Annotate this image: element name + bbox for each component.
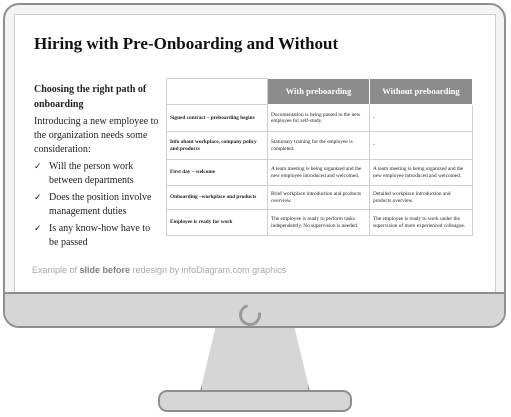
subheading: Choosing the right path of onboarding xyxy=(34,84,147,110)
row-label: Info about workplace, company policy and products xyxy=(167,132,268,160)
table-cell: A team meeting is being organized and the new employee introduced and welcomed. xyxy=(370,160,473,186)
bullet-item: ✓ Does the position involve management duties xyxy=(34,192,152,217)
table-cell: Detailed workplace introduction and products overview. xyxy=(370,186,473,210)
bullet-item: ✓ Is any know-how have to be passed xyxy=(34,223,151,248)
table-row xyxy=(167,160,473,186)
table-row xyxy=(167,186,473,210)
intro-text: Introducing a new employee to the organization needs some consideration: xyxy=(34,116,159,155)
table-cell: A team meeting is being organized and the new employee introduced and welcomed. xyxy=(268,160,370,186)
table-cell: - xyxy=(370,105,473,132)
table-cell: Documentation is being passed to the new employee for self-study. xyxy=(268,105,370,132)
slide-caption: Example of slide before redesign by infoDiagram.com graphics xyxy=(32,265,287,275)
header-with-preboarding: With preboarding xyxy=(268,79,370,105)
table-row xyxy=(167,105,473,132)
slide-title: Hiring with Pre-Onboarding and Without xyxy=(34,34,339,53)
table-header-row xyxy=(167,79,473,105)
left-text-column xyxy=(34,82,162,253)
checkmark-icon: ✓ xyxy=(34,193,42,203)
checkmark-icon: ✓ xyxy=(34,162,42,172)
comparison-table xyxy=(166,78,473,236)
table-cell: The employee is ready to perform tasks independently. No supervision is needed. xyxy=(268,210,370,236)
checkmark-icon: ✓ xyxy=(34,224,42,234)
bullet-item: ✓ Will the person work between departments xyxy=(34,161,134,186)
monitor-stand-base xyxy=(158,390,352,412)
table-row xyxy=(167,132,473,160)
table-cell: Stationary training for the employee is completed. xyxy=(268,132,370,160)
header-without-preboarding: Without preboarding xyxy=(370,79,473,105)
bullet-list xyxy=(34,160,162,250)
table-corner-cell xyxy=(167,79,268,105)
row-label: Employee is ready for work xyxy=(167,210,268,236)
table-cell: Brief workplace introduction and products overview. xyxy=(268,186,370,210)
table-cell: The employee is ready to work under the supervision of more experienced colleague. xyxy=(370,210,473,236)
row-label: First day – welcome xyxy=(167,160,268,186)
row-label: Signed contract – preboarding begins xyxy=(167,105,268,132)
monitor-stand-neck xyxy=(200,328,310,392)
table-row xyxy=(167,210,473,236)
row-label: Onboarding –workplace and products xyxy=(167,186,268,210)
table-cell: - xyxy=(370,132,473,160)
